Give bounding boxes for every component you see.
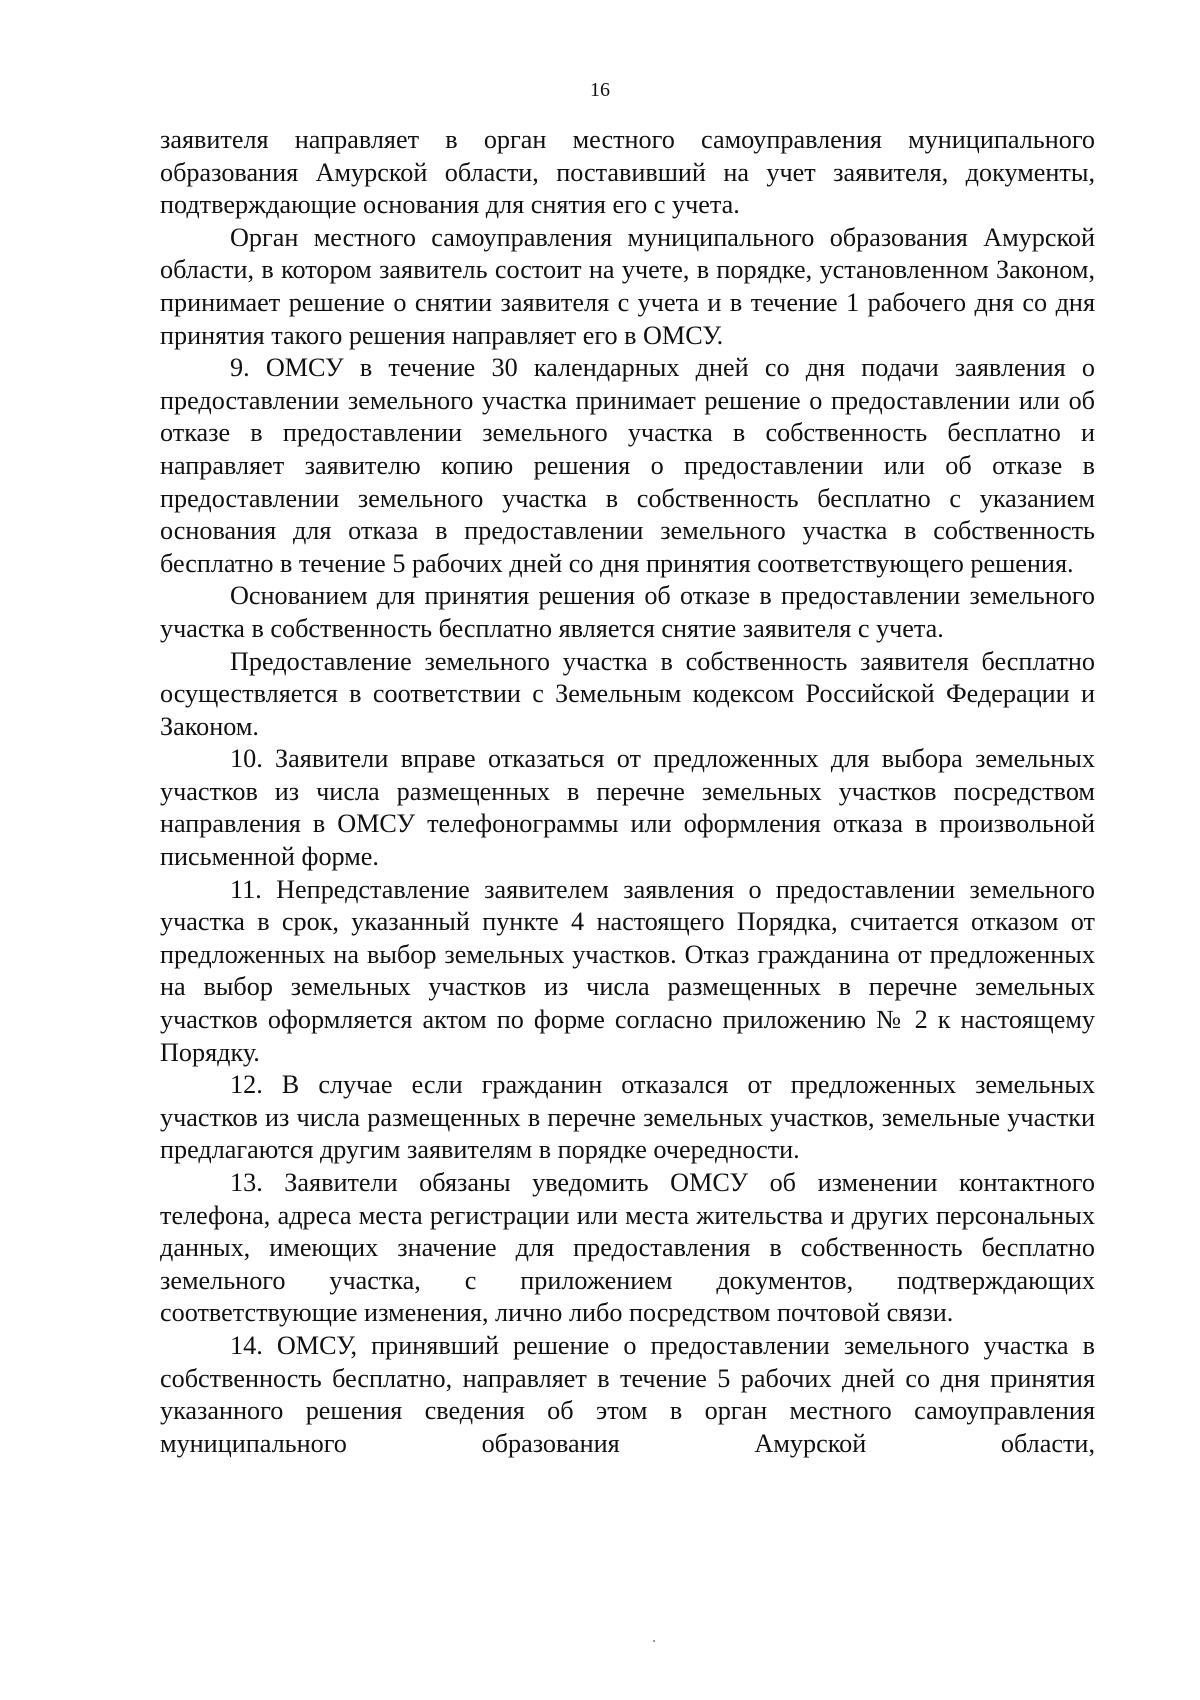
paragraph-omsu-decision: Орган местного самоуправления муниципального образования Амурской области, в котором заявитель состоит на учете, в порядке, установленном Законом, принимает решение о снятии заявителя с учета и в течение 1 рабочего дня со дня принятия такого решения направляет его в ОМСУ. <box>160 222 1095 350</box>
paragraph-item-14: 14. ОМСУ, принявший решение о предоставлении земельного участка в собственность бесплатно, направляет в течение 5 рабочих дней со дня принятия указанного решения сведения об этом в орган местного самоуправления муниципального образования Амурской области, <box>160 1330 1095 1458</box>
paragraph-item-9: 9. ОМСУ в течение 30 календарных дней со дня подачи заявления о предоставлении земельного участка принимает решение о предоставлении или об отказе в предоставлении земельного участка в собственность бесплатно и направляет заявителю копию решения о предоставлении или об отказе в предоставлении земельного участка в собственность бесплатно с указанием основания для отказа в предоставлении земельного участка в собственность бесплатно в течение 5 рабочих дней со дня принятия соответствующего решения. <box>160 353 1095 578</box>
paragraph-continuation: заявителя направляет в орган местного самоуправления муниципального образования Амурской области, поставивший на учет заявителя, документы, подтверждающие основания для снятия его с учета. <box>160 125 1095 220</box>
page-number: 16 <box>590 79 610 101</box>
paragraph-item-10: 10. Заявители вправе отказаться от предложенных для выбора земельных участков из числа размещенных в перечне земельных участков посредством направления в ОМСУ телефонограммы или оформления отказа в произвольной письменной форме. <box>160 744 1095 872</box>
paragraph-land-provision: Предоставление земельного участка в собственность заявителя бесплатно осуществляется в соответствии с Земельным кодексом Российской Федерации и Законом. <box>160 646 1095 741</box>
document-body <box>160 124 1095 1460</box>
paragraph-refusal-basis: Основанием для принятия решения об отказе в предоставлении земельного участка в собственность бесплатно является снятие заявителя с учета. <box>160 581 1095 643</box>
paragraph-item-13: 13. Заявители обязаны уведомить ОМСУ об изменении контактного телефона, адреса места регистрации или места жительства и других персональных данных, имеющих значение для предоставления в собственность бесплатно земельного участка, с приложением документов, подтверждающих соответствующие изменения, лично либо посредством почтовой связи. <box>160 1168 1095 1328</box>
paragraph-item-12: 12. В случае если гражданин отказался от предложенных земельных участков из числа размещенных в перечне земельных участков, земельные участки предлагаются другим заявителям в порядке очередности. <box>160 1070 1095 1165</box>
scan-artifact-dot <box>653 1640 655 1642</box>
paragraph-item-11: 11. Непредставление заявителем заявления о предоставлении земельного участка в срок, указанный пункте 4 настоящего Порядка, считается отказом от предложенных на выбор земельных участков. Отказ гражданина от предложенных на выбор земельных участков из числа размещенных в перечне земельных участков оформляется актом по форме согласно приложению № 2 к настоящему Порядку. <box>160 874 1095 1067</box>
